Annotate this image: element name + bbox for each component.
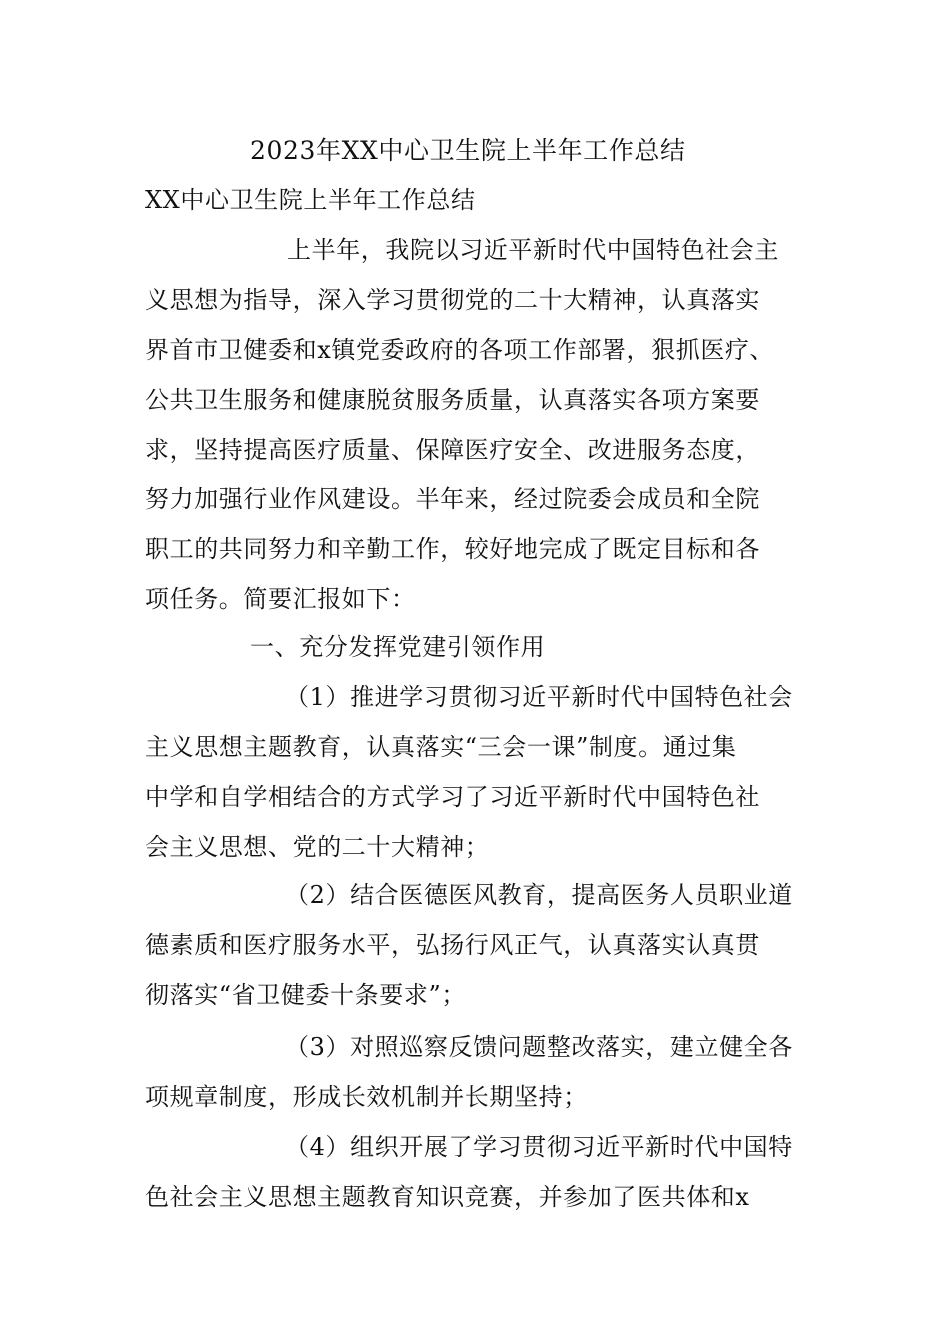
paragraph-line: 公共卫生服务和健康脱贫服务质量，认真落实各项方案要 xyxy=(145,386,760,414)
paragraph-line: （3）对照巡察反馈问题整改落实，建立健全各 xyxy=(285,1033,793,1061)
paragraph-line: 项任务。简要汇报如下： xyxy=(145,585,416,613)
section-heading: 一、充分发挥党建引领作用 xyxy=(250,633,546,661)
paragraph-line: 项规章制度，形成长效机制并长期坚持； xyxy=(145,1083,588,1111)
paragraph-line: 义思想为指导，深入学习贯彻党的二十大精神，认真落实 xyxy=(145,286,760,314)
paragraph-line: 德素质和医疗服务水平，弘扬行风正气，认真落实认真贯 xyxy=(145,931,760,959)
paragraph-line: 会主义思想、党的二十大精神； xyxy=(145,833,490,861)
paragraph-line: 上半年，我院以习近平新时代中国特色社会主 xyxy=(287,236,779,264)
paragraph-line: 职工的共同努力和辛勤工作，较好地完成了既定目标和各 xyxy=(145,535,760,563)
paragraph-line: （1）推进学习贯彻习近平新时代中国特色社会 xyxy=(285,683,793,711)
paragraph-line: 努力加强行业作风建设。半年来，经过院委会成员和全院 xyxy=(145,485,760,513)
paragraph-line: 主义思想主题教育，认真落实“三会一课”制度。通过集 xyxy=(145,733,737,761)
paragraph-line: （2）结合医德医风教育，提高医务人员职业道 xyxy=(285,881,793,909)
document-title: 2023年XX中心卫生院上半年工作总结 xyxy=(250,136,686,165)
paragraph-line: 彻落实“省卫健委十条要求”； xyxy=(145,981,466,1009)
paragraph-line: 色社会主义思想主题教育知识竞赛，并参加了医共体和x xyxy=(145,1183,750,1211)
document-subtitle: XX中心卫生院上半年工作总结 xyxy=(145,186,476,214)
paragraph-line: （4）组织开展了学习贯彻习近平新时代中国特 xyxy=(285,1133,793,1161)
paragraph-line: 界首市卫健委和x镇党委政府的各项工作部署，狠抓医疗、 xyxy=(145,336,775,364)
paragraph-line: 求，坚持提高医疗质量、保障医疗安全、改进服务态度， xyxy=(145,436,760,464)
paragraph-line: 中学和自学相结合的方式学习了习近平新时代中国特色社 xyxy=(145,783,760,811)
